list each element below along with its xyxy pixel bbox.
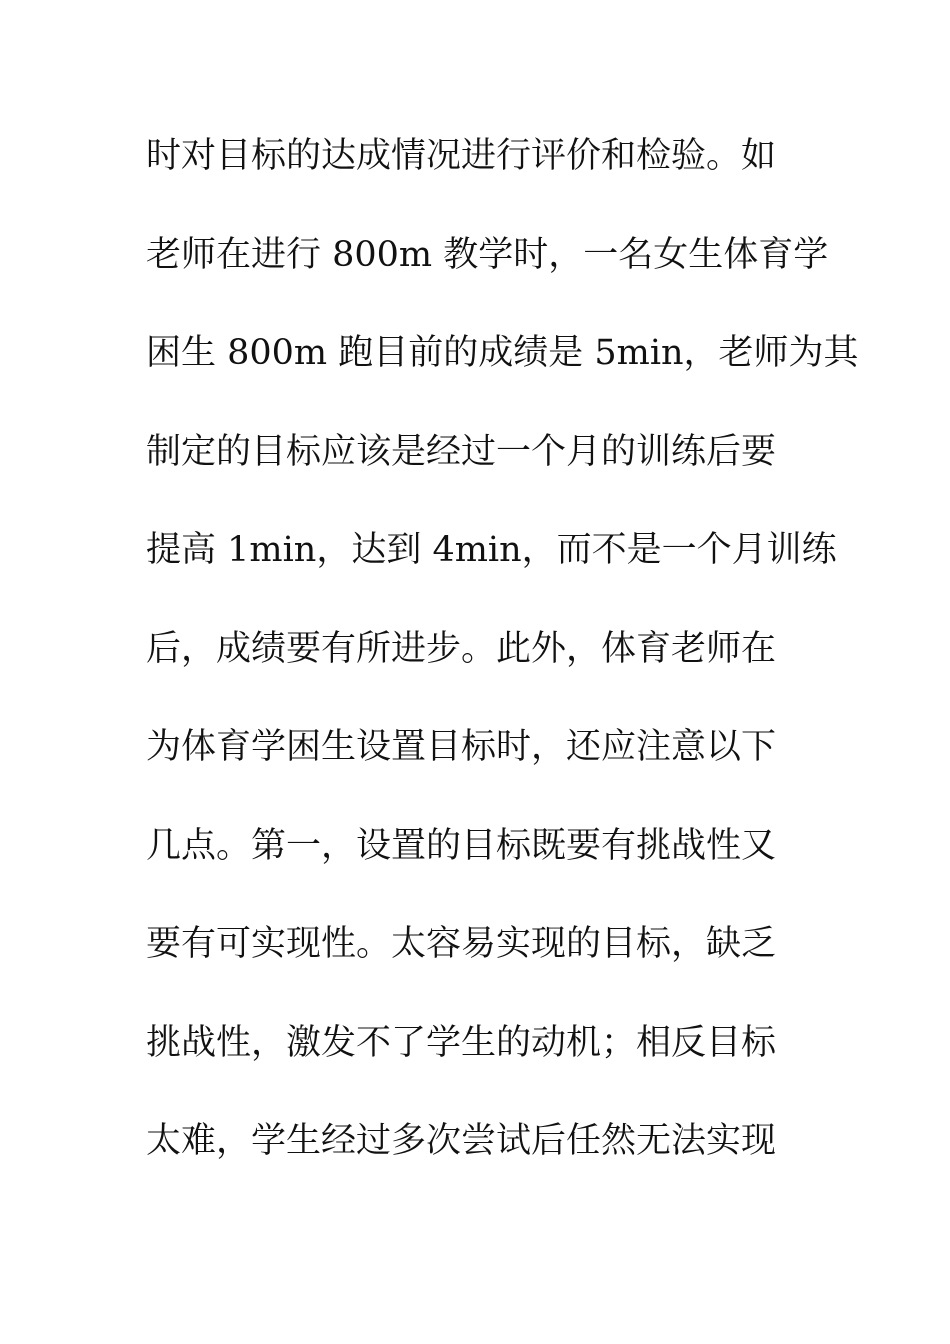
text-line-3: 困生 800m 跑目前的成绩是 5min，老师为其 bbox=[146, 333, 859, 373]
text-line-8: 几点。第一，设置的目标既要有挑战性又 bbox=[146, 825, 777, 866]
text-line-1: 时对目标的达成情况进行评价和检验。如 bbox=[146, 136, 777, 176]
text-line-10: 挑战性，激发不了学生的动机；相反目标 bbox=[146, 1022, 777, 1063]
text-line-4: 制定的目标应该是经过一个月的训练后要 bbox=[146, 431, 777, 472]
body-text bbox=[146, 126, 859, 1210]
text-line-9: 要有可实现性。太容易实现的目标，缺乏 bbox=[146, 924, 777, 964]
text-line-6: 后，成绩要有所进步。此外，体育老师在 bbox=[146, 628, 777, 669]
text-line-7: 为体育学困生设置目标时，还应注意以下 bbox=[146, 727, 777, 767]
text-line-11: 太难，学生经过多次尝试后任然无法实现 bbox=[146, 1121, 777, 1161]
text-line-5: 提高 1min，达到 4min，而不是一个月训练 bbox=[146, 530, 837, 570]
text-line-2: 老师在进行 800m 教学时，一名女生体育学 bbox=[146, 234, 829, 275]
